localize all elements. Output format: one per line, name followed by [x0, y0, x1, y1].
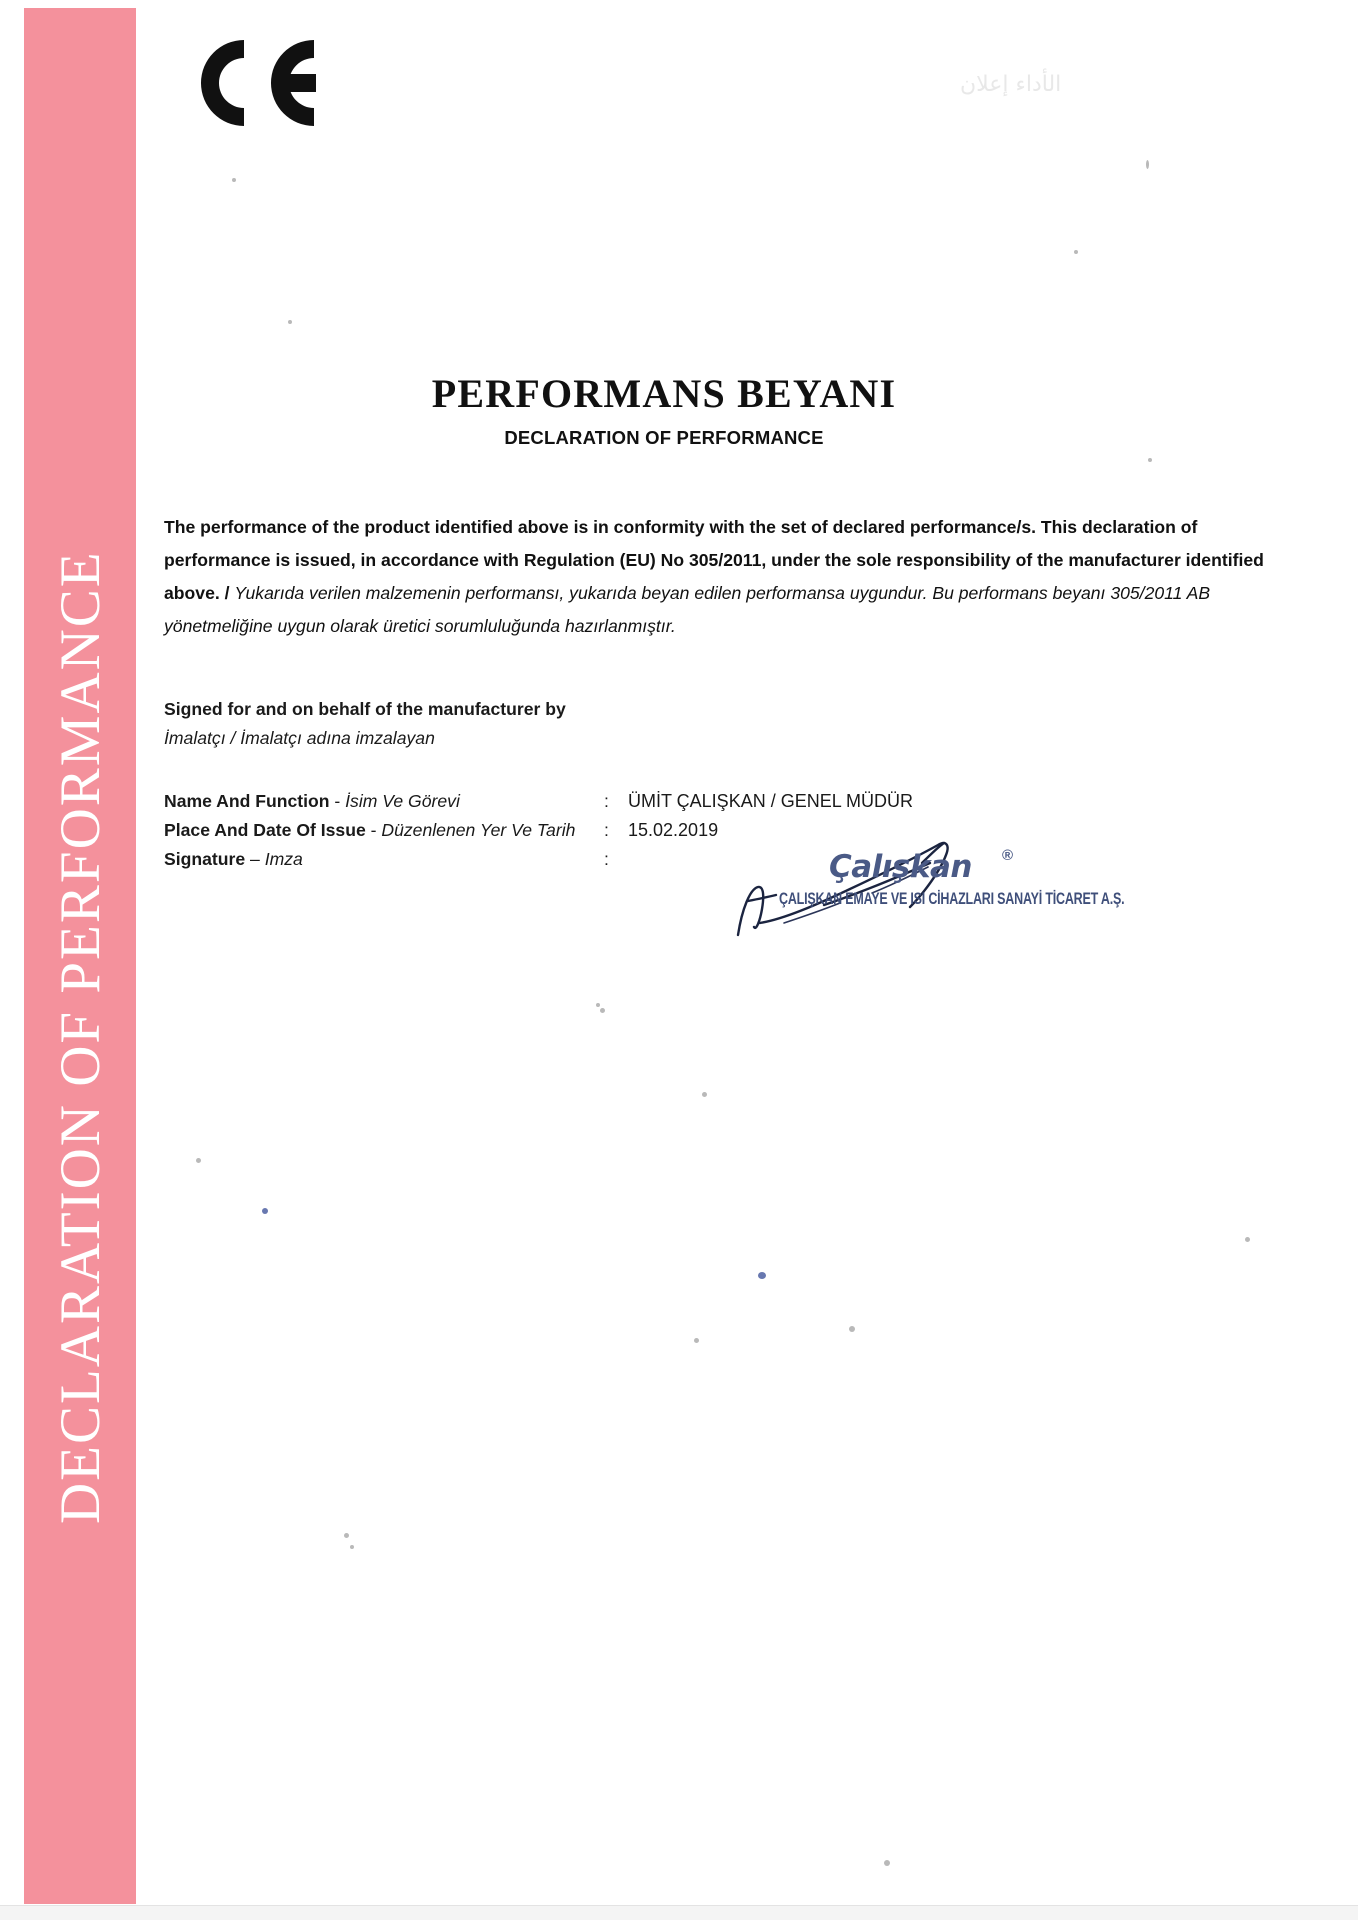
signed-for-block: [164, 695, 1274, 753]
field-label-name-and-function: [164, 787, 604, 816]
scan-speck: [694, 1338, 699, 1343]
field-label-place-and-date: [164, 816, 604, 845]
conformity-paragraph-en: The performance of the product identified above is in conformity with the set of declared performance/s. This declaration of performance is issued, in accordance with Regulation (EU) No 305/2011, under the sole responsibility of the manufacturer identified above. /: [164, 517, 1264, 603]
field-value-name-and-function: ÜMİT ÇALIŞKAN / GENEL MÜDÜR: [628, 791, 914, 811]
field-label-tr: İsim Ve Görevi: [345, 791, 460, 811]
signed-for-label-tr: İmalatçı / İmalatçı adına imzalayan: [164, 728, 435, 748]
field-label-signature: [164, 845, 604, 874]
stamp-registered-icon: ®: [1002, 847, 1014, 864]
scan-speck: [596, 1003, 600, 1007]
page-title: PERFORMANS BEYANI: [431, 371, 897, 416]
conformity-paragraph: [164, 511, 1267, 643]
signed-for-label-en: Signed for and on behalf of the manufacturer by: [164, 699, 566, 719]
signature-fields: [164, 787, 1274, 908]
side-band-label: DECLARATION OF PERFORMANCE: [48, 550, 112, 1524]
scan-speck: [884, 1860, 890, 1866]
scan-edge-bottom: [0, 1905, 1358, 1920]
field-colon: :: [604, 820, 609, 840]
field-label-separator: –: [245, 849, 265, 869]
scan-speck: [196, 1158, 201, 1163]
scan-speck: [600, 1008, 605, 1013]
stamp-brand-text: Çalışkan: [829, 849, 972, 885]
field-label-separator: -: [365, 820, 382, 840]
scan-edge-left: [0, 0, 22, 1920]
scan-speck: [350, 1545, 354, 1549]
signature-artwork: [724, 827, 1244, 977]
field-label-en: Place And Date Of Issue: [164, 820, 366, 840]
field-label-en: Name And Function: [164, 791, 330, 811]
side-band: [24, 8, 136, 1904]
scan-speck: [1245, 1237, 1250, 1242]
scan-speck: [849, 1326, 855, 1332]
field-label-separator: -: [329, 791, 346, 811]
scan-speck: [262, 1208, 268, 1214]
stamp-company-text: ÇALIŞKAN EMAYE VE ISI CİHAZLARI SANAYİ TİCARET A.Ş.: [779, 889, 1125, 908]
field-label-en: Signature: [164, 849, 246, 869]
scan-speck: [344, 1533, 349, 1538]
document-content: [164, 0, 1274, 908]
field-label-tr: Imza: [264, 849, 303, 869]
watermark-text: الأداء إعلان: [960, 72, 1062, 97]
field-label-tr: Düzenlenen Yer Ve Tarih: [381, 820, 576, 840]
page-subtitle: DECLARATION OF PERFORMANCE: [504, 427, 824, 448]
scan-speck: [702, 1092, 707, 1097]
field-colon: :: [604, 849, 609, 869]
conformity-paragraph-tr: Yukarıda verilen malzemenin performansı, yukarıda beyan edilen performansa uygundur. Bu performans beyanı 305/2011 AB yönetmeliğine uygun olarak üretici sorumluluğunda hazırlanmıştır.: [164, 583, 1211, 636]
field-colon: :: [604, 791, 609, 811]
field-row-name-and-function: [164, 787, 1274, 816]
field-value-place-and-date: 15.02.2019: [628, 820, 719, 840]
scan-speck: [758, 1272, 766, 1279]
